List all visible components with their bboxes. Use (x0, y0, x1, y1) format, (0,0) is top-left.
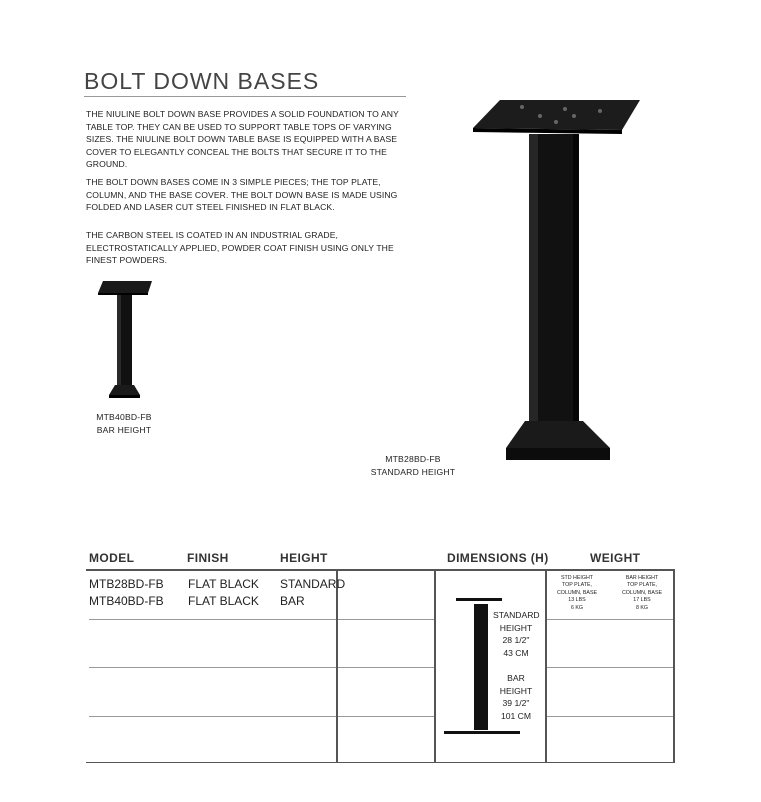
dimension-label: HEIGHT (499, 685, 533, 696)
dimension-inches: 28 1/2" (502, 635, 530, 646)
title-divider (84, 96, 406, 97)
construction-paragraph: THE BOLT DOWN BASES COME IN 3 SIMPLE PIECES; THE TOP PLATE, COLUMN, AND THE BASE COVER. THE BOLT DOWN BASE IS MADE USING FOLDED AND LASER CUT STEEL FINISHED IN FLAT BLACK. (86, 177, 398, 213)
weight-label: STD HEIGHT (560, 575, 594, 581)
row-divider (89, 667, 336, 668)
standard-height-weight (548, 575, 606, 612)
row-divider (547, 619, 673, 620)
table-cell-finish: FLAT BLACK (188, 594, 259, 608)
header-finish: FINISH (187, 551, 229, 565)
row-divider (338, 716, 434, 717)
dimension-label: STANDARD (493, 610, 540, 620)
row-divider (547, 716, 673, 717)
weight-label: TOP PLATE, (626, 582, 658, 589)
standard-height-model-code: MTB28BD-FB (385, 454, 441, 464)
weight-lbs: 17 LBS (633, 597, 651, 604)
weight-label: TOP PLATE, (561, 582, 593, 589)
dimension-cm: 43 CM (503, 647, 529, 658)
header-weight: WEIGHT (590, 551, 641, 565)
bar-height-dimension (493, 672, 539, 722)
column-divider (673, 571, 675, 762)
table-cell-height: STANDARD (280, 577, 346, 591)
page-title: BOLT DOWN BASES (84, 68, 320, 94)
row-divider (89, 716, 336, 717)
table-bottom-rule (86, 762, 675, 763)
finish-column (188, 576, 259, 610)
weight-label: COLUMN, BASE (556, 589, 598, 596)
standard-height-dimension (493, 609, 539, 659)
standard-height-caption (368, 453, 458, 478)
coating-paragraph: THE CARBON STEEL IS COATED IN AN INDUSTRIAL GRADE, ELECTROSTATICALLY APPLIED, POWDER COAT FINISH USING ONLY THE FINEST POWDERS. (86, 230, 394, 266)
row-divider (547, 667, 673, 668)
table-cell-finish: FLAT BLACK (188, 577, 259, 591)
weight-kg: 6 KG (570, 604, 584, 611)
height-column (280, 576, 345, 610)
header-model: MODEL (89, 551, 135, 565)
table-top-rule (86, 569, 675, 571)
weight-label: BAR HEIGHT (625, 575, 659, 581)
bar-height-weight (613, 575, 671, 612)
weight-kg: 8 KG (635, 604, 649, 611)
intro-paragraph: THE NIULINE BOLT DOWN BASE PROVIDES A SOLID FOUNDATION TO ANY TABLE TOP. THEY CAN BE USED TO SUPPORT TABLE TOPS OF VARYING SIZES. THE NIULINE BOLT DOWN TABLE BASE IS EQUIPPED WITH A BASE COVER TO ELEGANTLY CONCEAL THE BOLTS THAT SECURE IT TO THE GROUND. (86, 109, 399, 170)
dimension-label: HEIGHT (499, 622, 533, 633)
model-column (89, 576, 164, 610)
table-cell-height: BAR (280, 594, 305, 608)
weight-lbs: 13 LBS (568, 597, 586, 604)
row-divider (338, 619, 434, 620)
bar-height-model-code: MTB40BD-FB (96, 412, 152, 422)
standard-height-base-image (470, 96, 642, 471)
header-height: HEIGHT (280, 551, 328, 565)
row-divider (89, 619, 336, 620)
column-divider (434, 571, 436, 762)
bar-height-label: BAR HEIGHT (96, 424, 152, 435)
header-dimensions: DIMENSIONS (H) (447, 551, 549, 565)
dimension-inches: 39 1/2" (502, 698, 530, 709)
bar-height-caption (86, 411, 162, 436)
bar-height-base-image (96, 280, 154, 407)
table-cell-model: MTB40BD-FB (89, 594, 164, 608)
dimension-cm: 101 CM (500, 710, 532, 721)
row-divider (338, 667, 434, 668)
dimension-label: BAR (507, 673, 525, 683)
standard-height-label: STANDARD HEIGHT (370, 466, 456, 477)
weight-label: COLUMN, BASE (621, 589, 663, 596)
table-cell-model: MTB28BD-FB (89, 577, 164, 591)
